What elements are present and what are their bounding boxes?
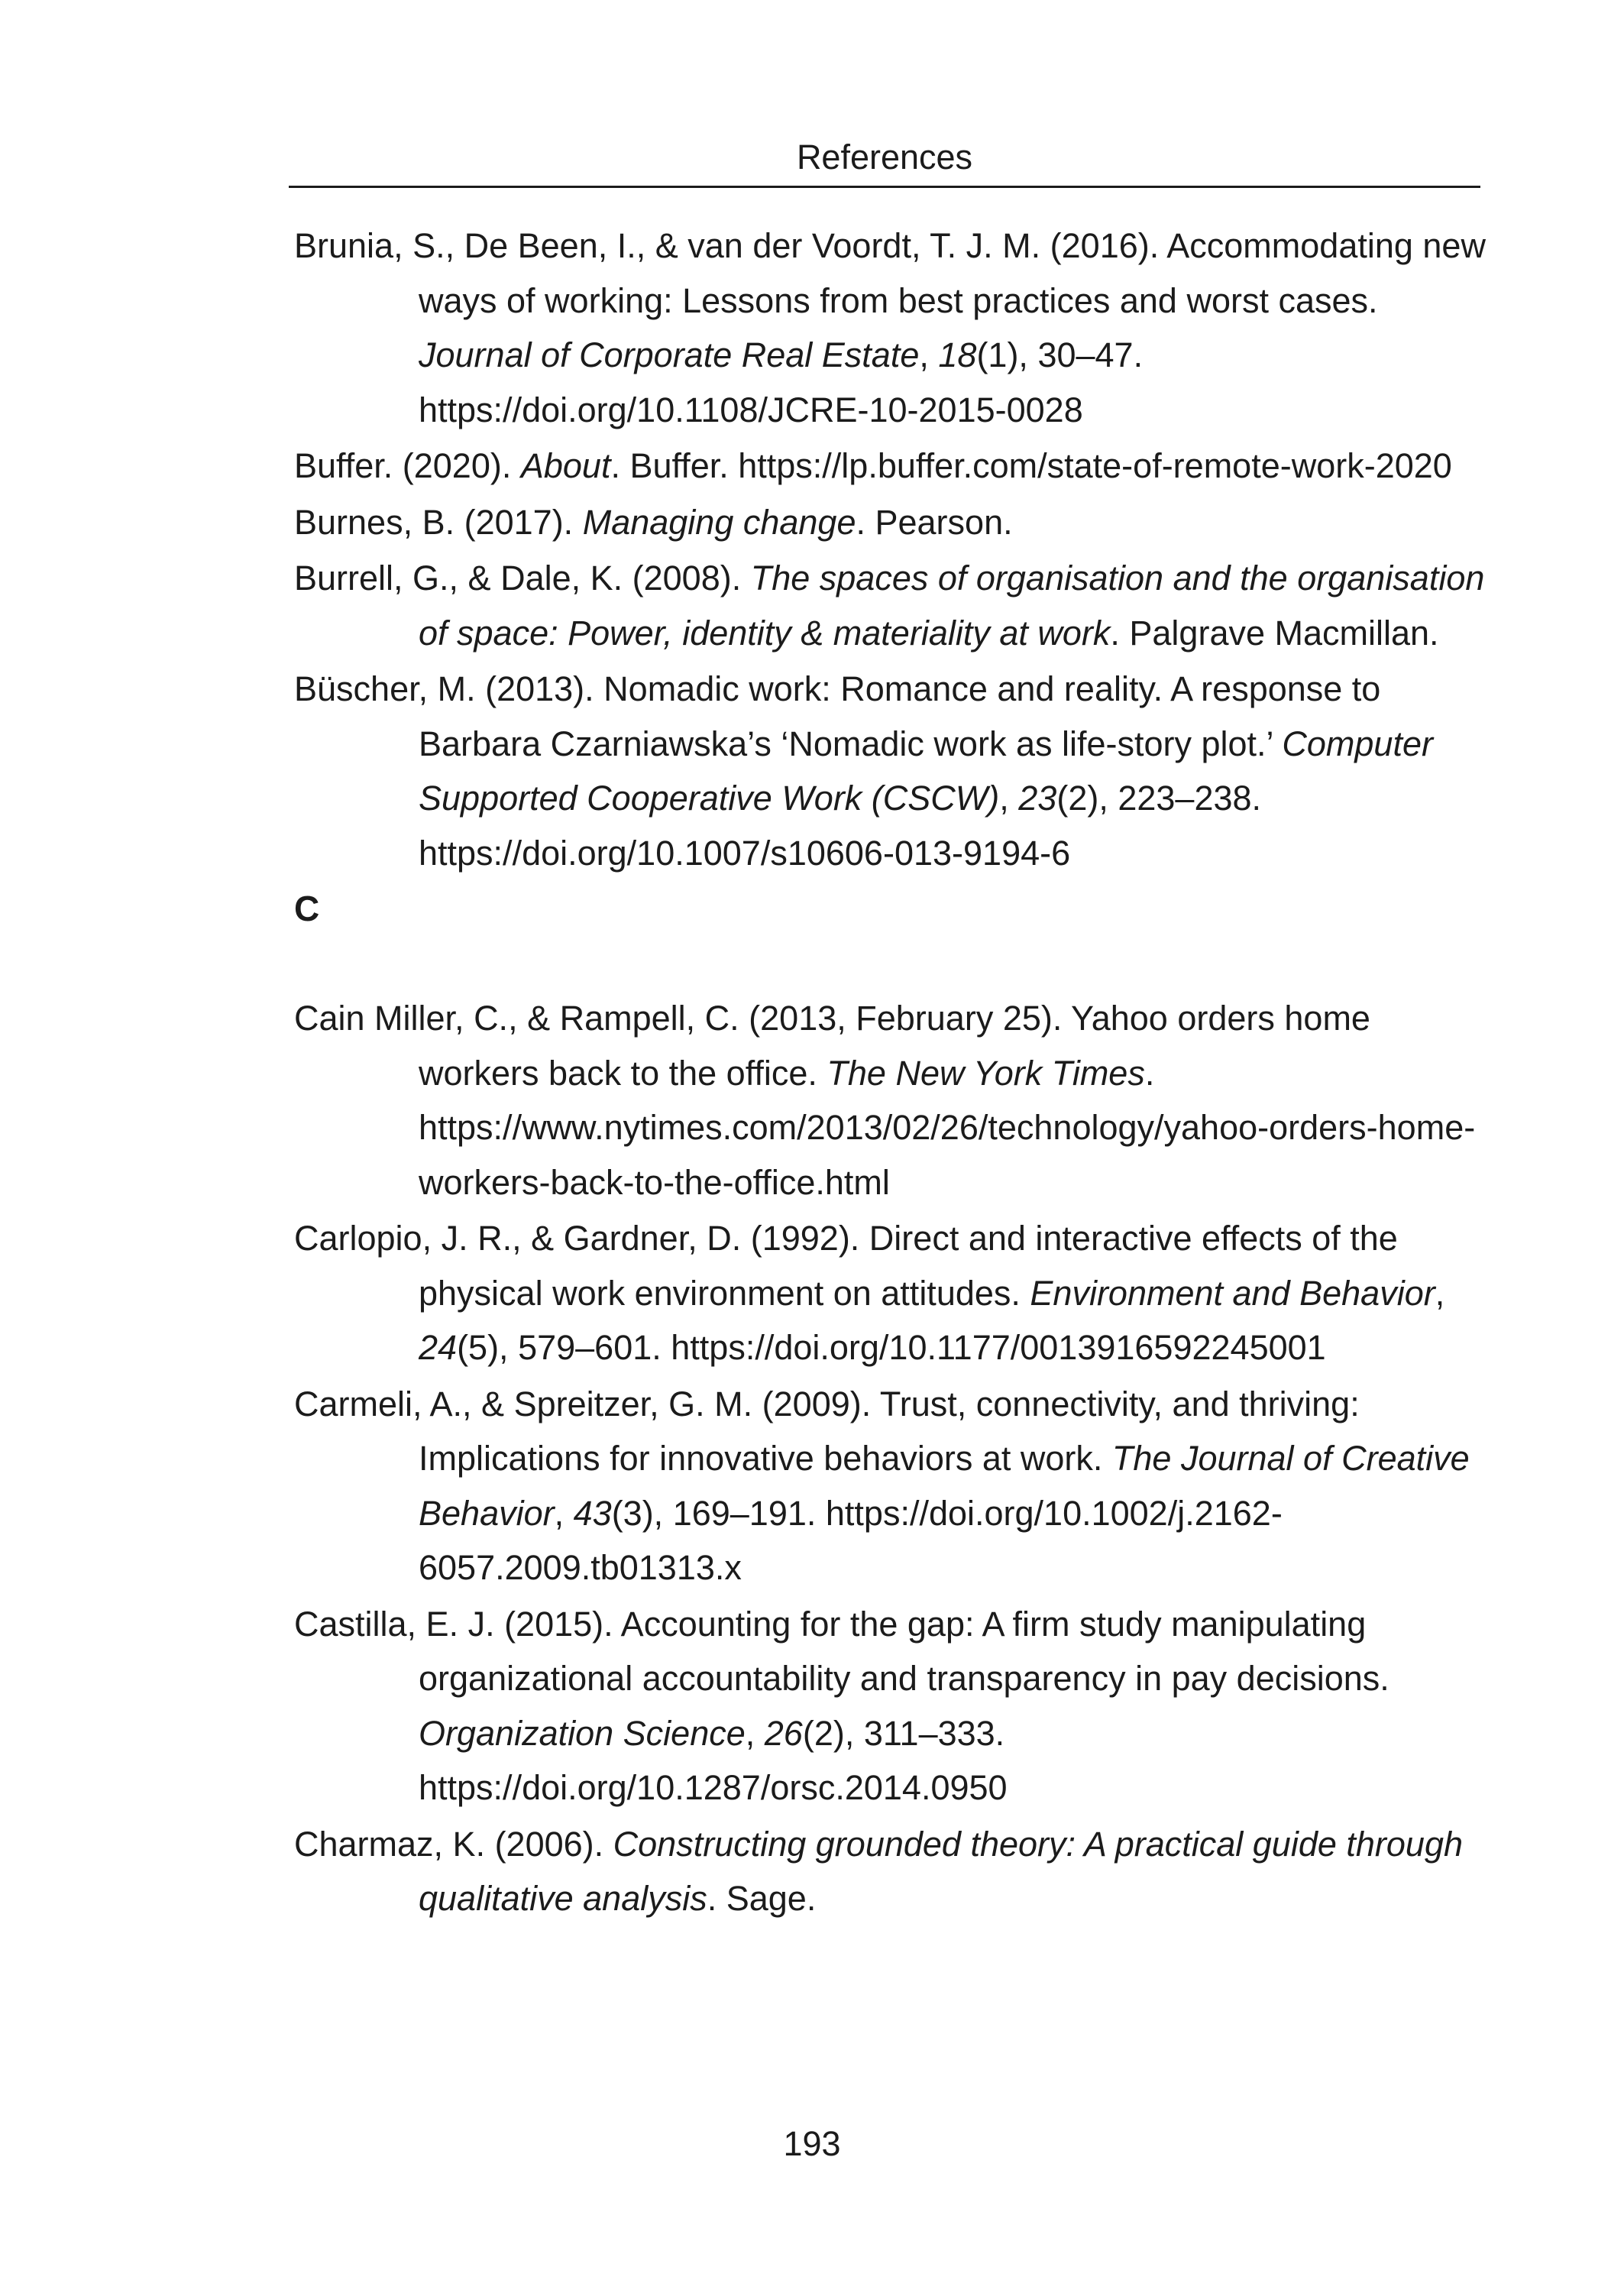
page-number: 193 — [783, 2124, 841, 2163]
header-rule — [289, 186, 1480, 188]
reference-entry-carmeli: Carmeli, A., & Spreitzer, G. M. (2009). Trust, connectivity, and thriving: Implications for innovative behaviors at work. The Journal of Creative Behavior, 43(3), 169–191. https://doi.org/10.1002/j.2162-6057.2009.tb01313.x — [294, 1384, 1470, 1587]
reference-entry-burrell: Burrell, G., & Dale, K. (2008). The spaces of organisation and the organisation of space: Power, identity & materiality at work. Palgrave Macmillan. — [294, 559, 1485, 653]
reference-entry-cain-miller: Cain Miller, C., & Rampell, C. (2013, February 25). Yahoo orders home workers back to the office. The New York Times. https://www.nytimes.com/2013/02/26/technology/yahoo-orders-home-workers-back-to-the-office.html — [294, 999, 1476, 1202]
reference-list — [294, 219, 1486, 1928]
reference-entry-brunia: Brunia, S., De Been, I., & van der Voordt, T. J. M. (2016). Accommodating new ways of working: Lessons from best practices and worst cases. Journal of Corporate Real Estate, 18(1), 30–47. https://doi.org/10.1108/JCRE-10-2015-0028 — [294, 226, 1486, 429]
running-header: References — [796, 138, 973, 177]
reference-entry-castilla: Castilla, E. J. (2015). Accounting for the gap: A firm study manipulating organizational accountability and transparency in pay decisions. Organization Science, 26(2), 311–333. https://doi.org/10.1287/orsc.2014.0950 — [294, 1604, 1389, 1807]
reference-entry-buscher: Büscher, M. (2013). Nomadic work: Romance and reality. A response to Barbara Czarniawska’s ‘Nomadic work as life-story plot.’ Computer Supported Cooperative Work (CSCW), 23(2), 223–238. https://doi.org/10.1007/s10606-013-9194-6 — [294, 669, 1433, 873]
reference-entry-buffer: Buffer. (2020). About. Buffer. https://lp.buffer.com/state-of-remote-work-2020 — [294, 446, 1452, 485]
section-heading-c: C — [294, 889, 320, 928]
reference-entry-carlopio: Carlopio, J. R., & Gardner, D. (1992). Direct and interactive effects of the physical work environment on attitudes. Environment and Behavior, 24(5), 579–601. https://doi.org/10.1177/0013916592245001 — [294, 1219, 1445, 1367]
reference-entry-charmaz: Charmaz, K. (2006). Constructing grounded theory: A practical guide through qualitative analysis. Sage. — [294, 1824, 1463, 1918]
reference-entry-burnes: Burnes, B. (2017). Managing change. Pearson. — [294, 502, 1013, 542]
